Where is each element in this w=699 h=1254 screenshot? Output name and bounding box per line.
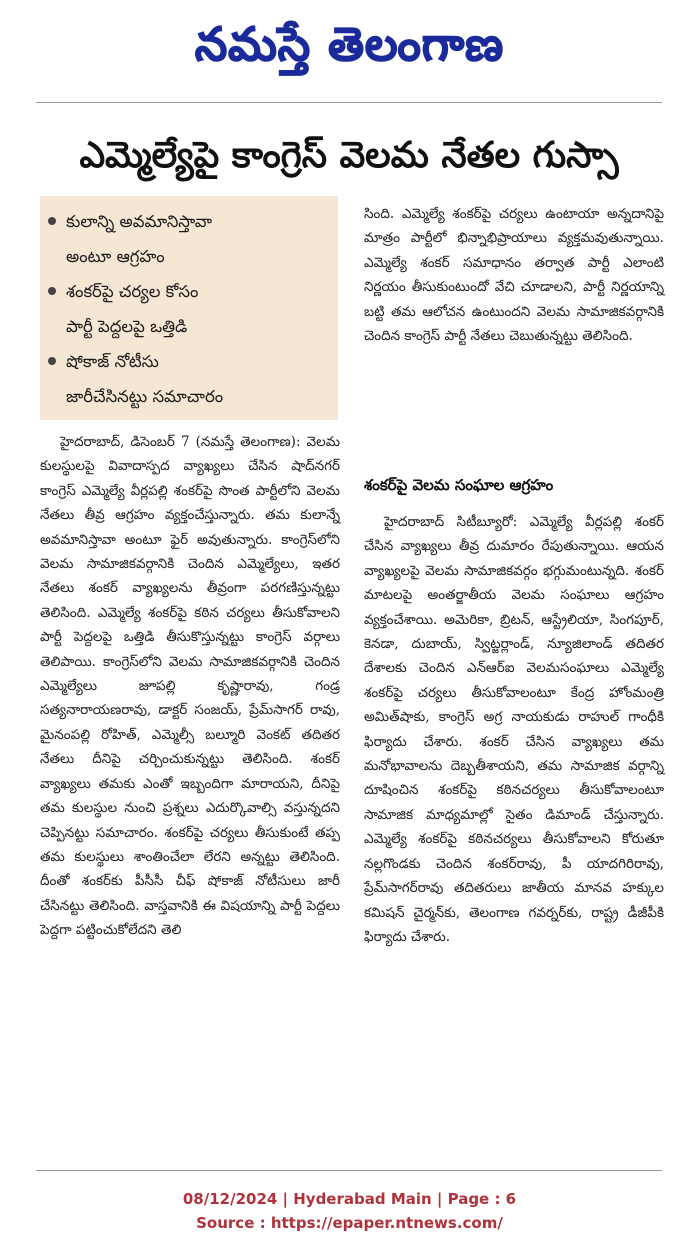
highlight-line: కులాన్ని అవమానిస్తావా	[66, 212, 213, 231]
masthead-logo-text: నమస్తే తెలంగాణ	[194, 17, 505, 71]
right-column-top	[364, 202, 664, 348]
footer-source	[0, 1214, 699, 1232]
highlight-line: పార్టీ పెద్దలపై ఒత్తిడి	[66, 317, 188, 336]
right-column-bottom	[364, 510, 664, 949]
bullet-icon	[48, 357, 56, 365]
right-column-top-text: సింది. ఎమ్మెల్యే శంకర్‌పై చర్యలు ఉంటాయా అన్నదానిపై మాత్రం పార్టీలో భిన్నాభిప్రాయాలు వ్యక్తమవుతున్నాయి. ఎమ్మెల్యే శంకర్ సమాధానం తర్వాత పార్టీ ఎలాంటి నిర్ణయం తీసుకుంటుందో వేచి చూడాలని, పార్టీ నిర్ణయాన్ని బట్టి తమ ఆలోచన ఉంటుందని వెలమ సామాజికవర్గానికి చెందిన కాంగ్రెస్ పార్టీ నేతలు చెబుతున్నట్టు తెలిసింది.	[364, 206, 664, 345]
highlight-item	[66, 274, 334, 344]
bullet-icon	[48, 287, 56, 295]
right-column-bottom-text: హైదరాబాద్ సిటీబ్యూరో: ఎమ్మెల్యే వీర్లపల్లి శంకర్ చేసిన వ్యాఖ్యలు తీవ్ర దుమారం రేపుతున్నాయి. ఆయన వ్యాఖ్యలపై వెలమ సామాజికవర్గం భగ్గుమంటున్నది. శంకర్ మాటలపై అంతర్జాతీయ వెలమ సంఘాలు ఆగ్రహం వ్యక్తంచేశాయి. అమెరికా, బ్రిటన్, ఆస్ట్రేలియా, సింగపూర్, కెనడా, దుబాయ్, స్విట్జర్లాండ్, న్యూజిలాండ్ తదితర దేశాలకు చెందిన ఎన్‌ఆర్‌ఐ వెలమసంఘాలు ఎమ్మెల్యే శంకర్‌పై చర్యలు తీసుకోవాలంటూ కేంద్ర హోంమంత్రి అమిత్‌షాకు, కాంగ్రెస్ అగ్ర నాయకుడు రాహుల్ గాంధీకి ఫిర్యాదు చేశారు. శంకర్ చేసిన వ్యాఖ్యలు తమ మనోభావాలను దెబ్బతీశాయని, తమ సామాజిక వర్గాన్ని దూషించిన శంకర్‌పై కఠినచర్యలు తీసుకోవాలంటూ సామాజిక మాధ్యమాల్లో సైతం డిమాండ్ చేస్తున్నారు. ఎమ్మెల్యే శంకర్‌పై కఠినచర్యలు తీసుకోవాలని కోరుతూ నల్లగొండకు చెందిన శంకర్‌రావు, పీ యాదగిరిరావు, ప్రేమ్‌సాగర్‌రావు తదితరులు జాతీయ మానవ హక్కుల కమిషన్ చైర్మన్‌కు, తెలంగాణ గవర్నర్‌కు, రాష్ట్ర డీజీపీకి ఫిర్యాదు చేశారు.	[364, 514, 664, 945]
left-column	[40, 430, 340, 943]
bullet-icon	[48, 217, 56, 225]
highlight-line: షోకాజ్ నోటీసు	[66, 352, 159, 371]
footer-meta	[0, 1190, 699, 1208]
highlight-line: అంటూ ఆగ్రహం	[66, 247, 165, 266]
masthead	[0, 0, 699, 100]
masthead-divider	[36, 102, 662, 103]
footer-divider	[36, 1170, 662, 1171]
highlight-item	[66, 344, 334, 414]
footer-source-link[interactable]: Source : https://epaper.ntnews.com/	[196, 1214, 503, 1232]
highlight-line: శంకర్‌పై చర్యల కోసం	[66, 282, 199, 301]
highlight-line: జారీచేసినట్టు సమాచారం	[66, 387, 224, 406]
highlights-box	[40, 196, 338, 420]
subheading: శంకర్‌పై వెలమ సంఘాల ఆగ్రహం	[364, 476, 554, 494]
highlight-item	[66, 204, 334, 274]
left-column-text: హైదరాబాద్, డిసెంబర్ 7 (నమస్తే తెలంగాణ): వెలమ కులస్థులపై వివాదాస్పద వ్యాఖ్యలు చేసిన షాద్‌నగర్ కాంగ్రెస్ ఎమ్మెల్యే వీర్లపల్లి శంకర్‌పై సొంత పార్టీలోని వెలమ నేతలు తీవ్ర ఆగ్రహం వ్యక్తంచేస్తున్నారు. తమ కులాన్నే అవమానిస్తావా అంటూ ఫైర్ అవుతున్నారు. కాంగ్రెస్‌లోని వెలమ సామాజికవర్గానికి చెందిన ఎమ్మెల్యేలు, ఇతర నేతలు శంకర్ వ్యాఖ్యలను తీవ్రంగా పరగణిస్తున్నట్టు తెలిసింది. ఎమ్మెల్యే శంకర్‌పై కఠిన చర్యలు తీసుకోవాలని పార్టీ పెద్దలపై ఒత్తిడి తీసుకొస్తున్నట్టు కాంగ్రెస్ వర్గాలు తెలిపాయి. కాంగ్రెస్‌లోని వెలమ సామాజికవర్గానికి చెందిన ఎమ్మెల్యేలు జూపల్లి కృష్ణారావు, గండ్ర సత్యనారాయణరావు, డాక్టర్ సంజయ్, ప్రేమ్‌సాగర్ రావు, మైనంపల్లి రోహిత్, ఎమ్మెల్సీ బల్మూరి వెంకట్ తదితర నేతలు దీనిపై చర్చించుకున్నట్టు తెలిసింది. శంకర్ వ్యాఖ్యలు తమకు ఎంతో ఇబ్బందిగా మారాయని, దీనిపై తమ కులస్థుల నుంచి ప్రశ్నలు ఎదుర్కొవాల్సి వస్తున్నదని చెప్పినట్టు సమాచారం. శంకర్‌పై చర్యలు తీసుకుంటే తప్ప తమ కులస్థులు శాంతించేలా లేరని అన్నట్టు తెలిసింది. దీంతో శంకర్‌కు పీసీసీ చీఫ్ షోకాజ్ నోటీసులు జారీ చేసినట్టు తెలిసింది. వాస్తవానికి ఈ విషయాన్ని పార్టీ పెద్దలు పెద్దగా పట్టించుకోలేదని తెలి	[40, 434, 340, 939]
footer-edition: 08/12/2024 | Hyderabad Main | Page : 6	[182, 1190, 517, 1208]
headline: ఎమ్మెల్యేపై కాంగ్రెస్ వెలమ నేతల గుస్సా	[79, 135, 619, 176]
